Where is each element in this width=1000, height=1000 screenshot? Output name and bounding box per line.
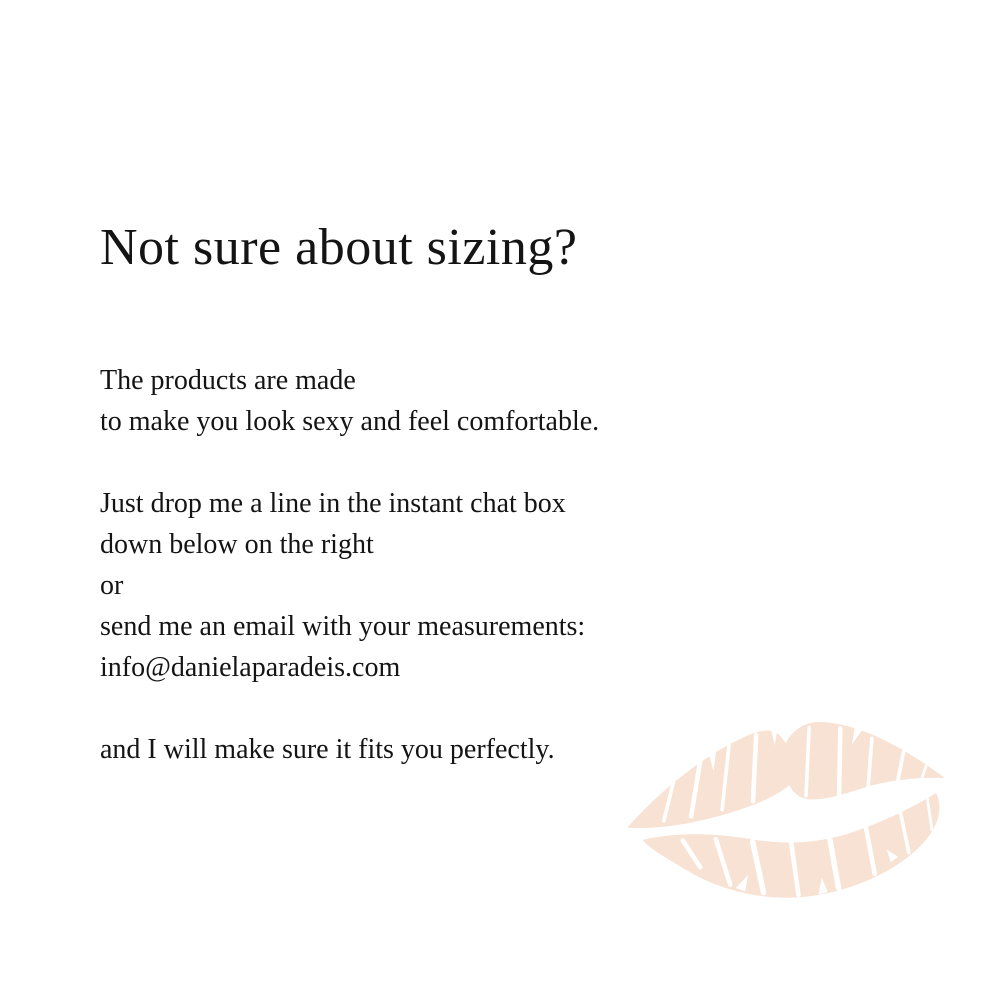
lipstick-kiss-icon bbox=[619, 682, 957, 928]
paragraph-products bbox=[100, 360, 720, 442]
text-line: or bbox=[100, 570, 124, 601]
text-line: and I will make sure it fits you perfectly. bbox=[100, 734, 555, 765]
text-line: send me an email with your measurements: bbox=[100, 611, 586, 642]
email-address: info@danielaparadeis.com bbox=[100, 652, 401, 683]
text-line: The products are made bbox=[100, 365, 356, 396]
page-title: Not sure about sizing? bbox=[100, 219, 578, 276]
text-line: to make you look sexy and feel comfortable. bbox=[100, 406, 600, 437]
text-line: down below on the right bbox=[100, 529, 374, 560]
text-line: Just drop me a line in the instant chat box bbox=[100, 488, 566, 519]
paragraph-contact bbox=[100, 483, 720, 688]
